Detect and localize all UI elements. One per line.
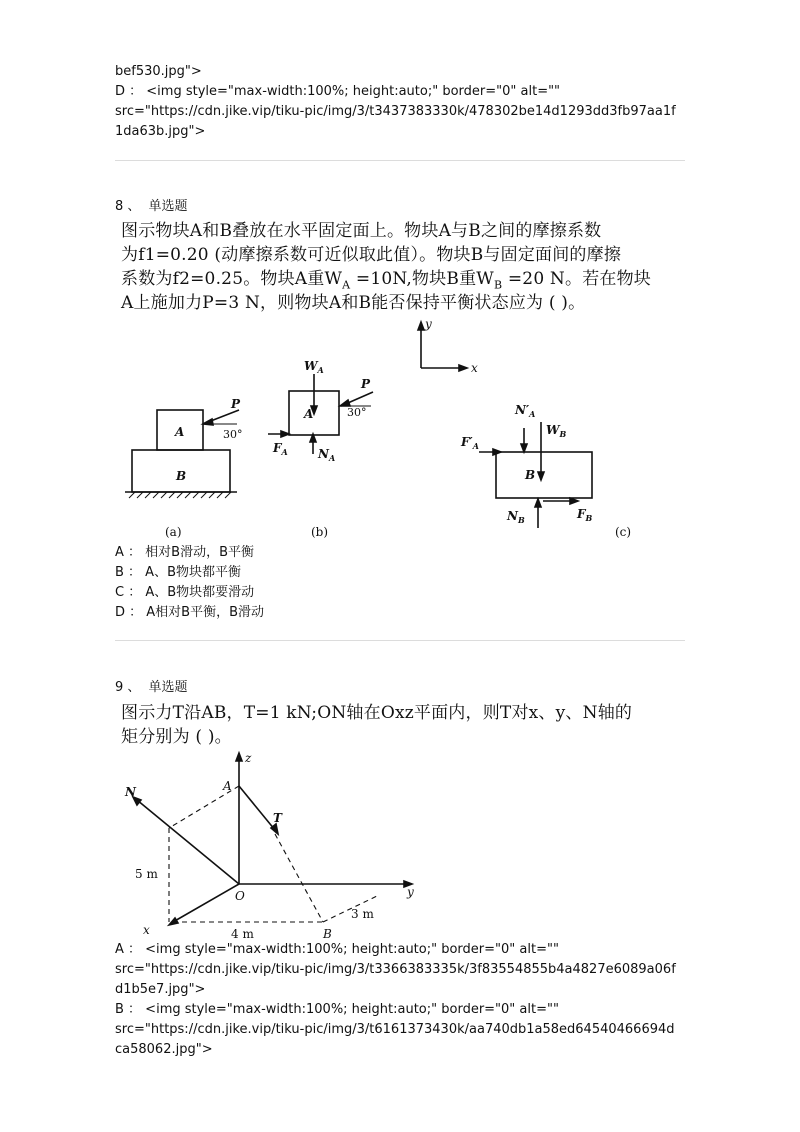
svg-text:30°: 30° xyxy=(223,428,243,441)
question-8-option-b[interactable]: B ： A、B物块都平衡 xyxy=(115,565,241,580)
question-9-header xyxy=(115,678,192,698)
svg-text:WB: $W_B$ xyxy=(546,423,567,439)
question-9-option-b-line1[interactable]: B ： <img style="max-width:100%; height:auto;" border="0" alt="" xyxy=(115,1002,559,1017)
svg-text:WA: $W_A$ xyxy=(304,359,324,375)
question-type: 单选题 xyxy=(148,680,188,695)
prev-option-d-line2: src="https://cdn.jike.vip/tiku-pic/img/3/t3437383330k/478302be14d1293dd3fb97aa1f xyxy=(115,104,676,119)
svg-text:P: P xyxy=(361,377,371,391)
prev-option-d-line1: D ： <img style="max-width:100%; height:auto;" border="0" alt="" xyxy=(115,84,561,99)
svg-text:FB: $F_B$ xyxy=(577,507,593,523)
question-9-option-a-line3: d1b5e7.jpg"> xyxy=(115,982,206,997)
prev-option-d-line3: 1da63b.jpg"> xyxy=(115,124,206,139)
svg-text:N′A: $N'_A$ xyxy=(515,403,536,419)
divider xyxy=(115,160,685,161)
question-9-option-b-line2: src="https://cdn.jike.vip/tiku-pic/img/3/t6161373430k/aa740db1a58ed64540466694d xyxy=(115,1022,675,1037)
svg-text:O: O xyxy=(235,889,245,903)
svg-text:y: y xyxy=(407,885,414,899)
question-9-figure xyxy=(115,748,425,938)
svg-text:(c): (c) xyxy=(615,525,632,539)
question-type: 单选题 xyxy=(148,199,188,214)
svg-text:P: P xyxy=(231,397,241,411)
question-8-figure xyxy=(115,318,645,540)
question-8-stem-line4: A上施加力P=3 N，则物块A和B能否保持平衡状态应为 ( )。 xyxy=(121,293,586,313)
question-9-option-a-line2: src="https://cdn.jike.vip/tiku-pic/img/3/t3366383335k/3f83554855b4a4827e6089a06f xyxy=(115,962,676,977)
svg-text:z: z xyxy=(245,751,252,765)
svg-text:NB: $N_B$ xyxy=(507,509,525,525)
svg-text:30°: 30° xyxy=(347,406,367,419)
question-9-option-a-line1[interactable]: A ： <img style="max-width:100%; height:auto;" border="0" alt="" xyxy=(115,942,559,957)
question-8-stem-line2: 为f1=0.20 (动摩擦系数可近似取此值）。物块B与固定面间的摩擦 xyxy=(121,245,622,265)
svg-text:5 m: 5 m xyxy=(135,867,158,881)
question-8-header xyxy=(115,197,192,217)
svg-text:NA: $N_A$ xyxy=(318,447,336,463)
prev-option-c-tail: bef530.jpg"> xyxy=(115,64,202,79)
svg-text:A: A xyxy=(223,779,232,793)
svg-text:3 m: 3 m xyxy=(351,907,374,921)
svg-text:B: B xyxy=(525,468,536,482)
question-9-option-b-line3: ca58062.jpg"> xyxy=(115,1042,213,1057)
question-8-option-d[interactable]: D ： A相对B平衡，B滑动 xyxy=(115,605,265,620)
axis-y-label: y xyxy=(425,318,432,331)
svg-text:(a): (a) xyxy=(165,525,182,539)
svg-text:F′A: $F'_A$ xyxy=(461,435,479,451)
question-9-stem-line1: 图示力T沿AB，T=1 kN;ON轴在Oxz平面内，则T对x、y、N轴的 xyxy=(121,703,633,723)
axis-x-label: x xyxy=(471,361,478,375)
question-number: 8 、 xyxy=(115,199,141,214)
svg-text:4 m: 4 m xyxy=(231,927,254,938)
svg-text:A: A xyxy=(175,425,185,439)
question-8-option-a[interactable]: A ： 相对B滑动，B平衡 xyxy=(115,545,254,560)
svg-text:B: B xyxy=(323,927,332,938)
question-number: 9 、 xyxy=(115,680,141,695)
svg-text:T: T xyxy=(273,811,282,825)
question-8-option-c[interactable]: C ： A、B物块都要滑动 xyxy=(115,585,255,600)
svg-text:A: A xyxy=(304,407,314,421)
svg-text:x: x xyxy=(143,923,150,937)
svg-text:FA: $F_A$ xyxy=(273,441,288,457)
svg-text:N: N xyxy=(125,785,136,799)
svg-text:B: B xyxy=(176,469,187,483)
question-8-stem-line1: 图示物块A和B叠放在水平固定面上。物块A与B之间的摩擦系数 xyxy=(121,221,602,241)
question-9-stem-line2: 矩分别为 ( )。 xyxy=(121,727,232,747)
question-8-stem-line3: 系数为f2=0.25。物块A重$W_A =10N$,物块B重$W_B =20$ N。若在物块 xyxy=(121,269,652,292)
svg-text:(b): (b) xyxy=(311,525,329,539)
divider xyxy=(115,640,685,641)
